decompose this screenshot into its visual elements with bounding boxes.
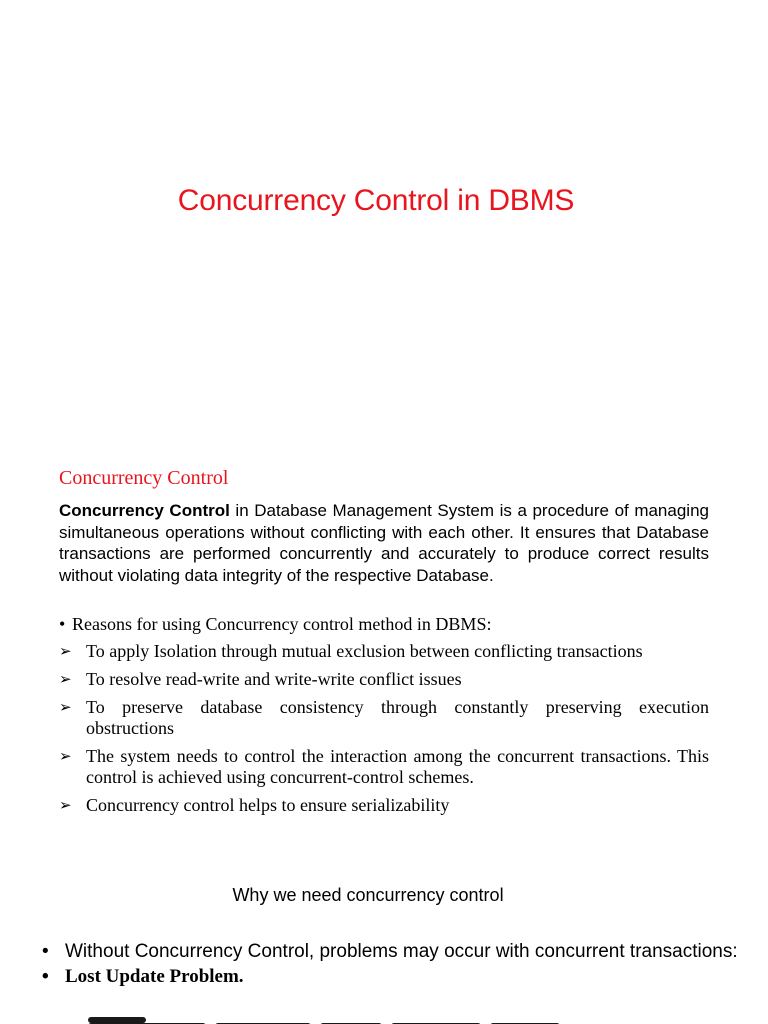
reasons-list <box>59 641 709 816</box>
list-item <box>59 795 709 816</box>
list-item <box>59 746 709 788</box>
list-item-text: Lost Update Problem. <box>65 966 244 987</box>
bullet-icon: • <box>59 614 66 634</box>
list-item-text: Without Concurrency Control, problems may occur with concurrent transactions: <box>65 941 738 962</box>
clipped-text-line <box>88 1017 688 1024</box>
list-item-text: Concurrency control helps to ensure serializability <box>86 795 450 815</box>
intro-bold-term: Concurrency Control <box>59 501 230 520</box>
arrow-bullet-icon: ➢ <box>59 747 72 765</box>
intro-text: in Database Management System is a procedure of managing simultaneous operations without conflicting with each other. It ensures that Database transactions are performed concurrently and accurately to produce correct results without violating data integrity of the respective Database. <box>59 501 709 585</box>
reasons-lead-text: Reasons for using Concurrency control method in DBMS: <box>72 614 492 634</box>
why-list <box>40 940 740 990</box>
bullet-icon: • <box>42 966 49 987</box>
arrow-bullet-icon: ➢ <box>59 670 72 688</box>
list-item <box>59 669 709 690</box>
list-item-text: To preserve database consistency through constantly preserving execution obstructions <box>86 697 709 738</box>
reasons-lead <box>59 614 709 635</box>
list-item-text: To resolve read-write and write-write conflict issues <box>86 669 462 689</box>
bullet-icon: • <box>42 941 49 962</box>
list-item-text: To apply Isolation through mutual exclusion between conflicting transactions <box>86 641 643 661</box>
reasons-block <box>59 614 709 823</box>
arrow-bullet-icon: ➢ <box>59 698 72 716</box>
list-item <box>59 641 709 662</box>
slide-title: Concurrency Control in DBMS <box>177 184 575 217</box>
list-item <box>40 940 740 963</box>
arrow-bullet-icon: ➢ <box>59 796 72 814</box>
section-heading: Concurrency Control <box>59 467 229 489</box>
intro-paragraph <box>59 500 709 586</box>
why-heading: Why we need concurrency control <box>232 885 504 905</box>
arrow-bullet-icon: ➢ <box>59 642 72 660</box>
list-item <box>59 697 709 739</box>
list-item-text: The system needs to control the interaction among the concurrent transactions. This control is achieved using concurrent-control schemes. <box>86 746 709 787</box>
list-item <box>40 965 740 988</box>
